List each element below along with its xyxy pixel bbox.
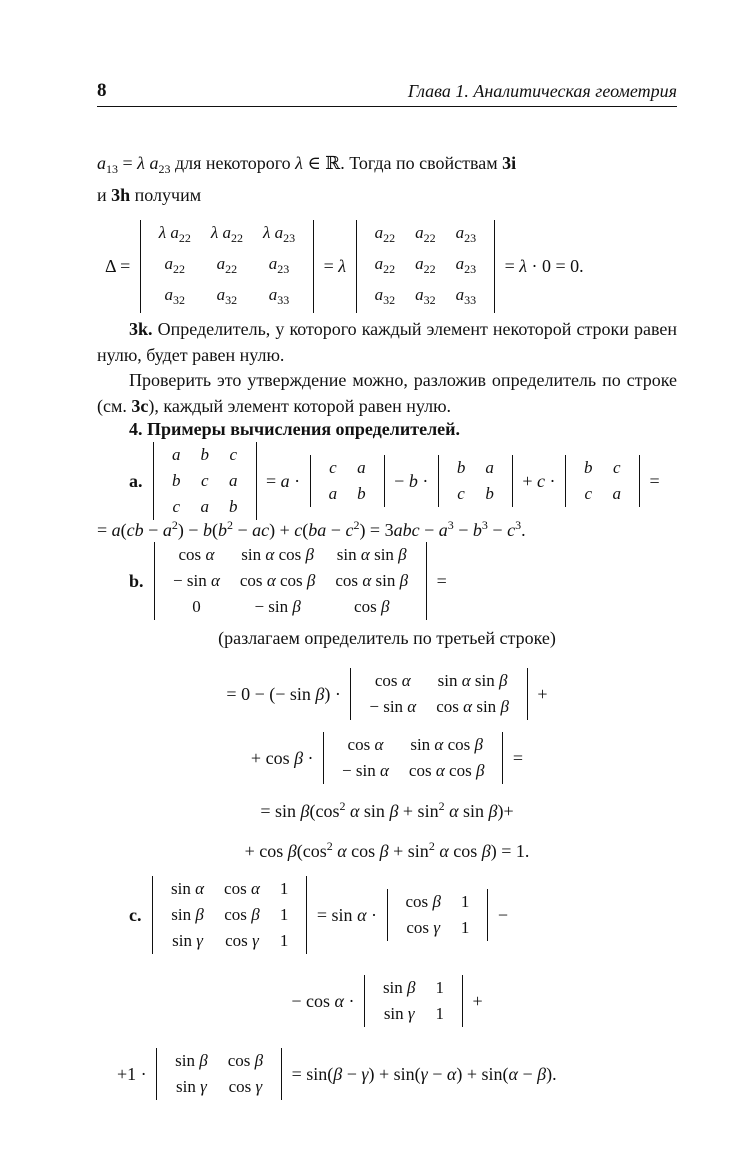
example-b-step4: + $\cos \beta(\cos^2$ α $\cos \beta + \sin^2 \alpha$ cos β) = 1.	[244, 839, 530, 861]
ref-3h: 3h	[111, 185, 131, 205]
determinant-equal-rows: $a_{22}$ $a_{22}$ $a_{23}$ $a_{22}$ $a_{22}$ $a_{23}$ $a_{32}$ $a_{32}$ $a_{33}$	[356, 220, 496, 313]
example-b-step2: + cos β · cos α sin α cos β − sin α cos α cos β =	[97, 732, 677, 784]
example-b: b. cos α sin α cos β sin α sin β − sin α cos α cos β cos α sin β 0 − sin β cos β =	[129, 542, 452, 620]
page-number: 8	[97, 80, 107, 101]
det-c-minor1: cos β 1 cos γ 1	[387, 889, 489, 941]
example-c-label: c.	[129, 904, 142, 925]
det-b-3x3: cos α sin α cos β sin α sin β − sin α cos α cos β cos α sin β 0 − sin β cos β	[154, 542, 427, 620]
delta-equation: Δ = λ $a_{22}$ λ $a_{22}$ λ $a_{23}$ $a_{22}$ $a_{22}$ $a_{23}$ $a_{32}$ $a_{32}$ $a_{33}$ = λ $a_{22}$ $a_{22}$ $a_{23}$ $a_{22}$ $a_{22}$ $a_{23}$ $a_{32}$ $a_{32}$ $a_{33}$ = λ · 0 = 0.	[100, 220, 589, 313]
determinant-lambda-row: λ $a_{22}$ λ $a_{22}$ λ $a_{23}$ $a_{22}$ $a_{22}$ $a_{23}$ $a_{32}$ $a_{32}$ $a_{33}$	[140, 220, 314, 313]
verify-text-before: Проверить это утверждение можно, разложив определитель по строке (см.	[97, 370, 677, 416]
det-a-3x3: a b c b c a c a b	[153, 442, 257, 520]
det-b-minor2: cos α sin α cos β − sin α cos α cos β	[323, 732, 503, 784]
example-b-note: (разлагаем определитель по третьей строке)	[218, 628, 556, 648]
header-rule	[97, 106, 677, 107]
intro-part1: для некоторого	[174, 153, 291, 173]
det-a-minor3: b c c a	[565, 455, 640, 507]
det-b-minor1: cos α sin α sin β − sin α cos α sin β	[350, 668, 528, 720]
example-b-label: b.	[129, 570, 144, 591]
verify-text-after: ), каждый элемент которой равен нулю.	[148, 396, 452, 416]
example-a-result: = $a(cb - a^2) - b(b^2 - ac) + c(ba - c^2) = 3abc - a^3 - b^3 - c^3$.	[97, 518, 526, 540]
example-b-step1: = 0 − (− sin β) · cos α sin α sin β − sin α cos α sin β +	[97, 668, 677, 720]
chapter-title: Глава 1. Аналитическая геометрия	[407, 81, 677, 101]
verify-paragraph	[97, 367, 677, 419]
det-a-minor2: b a c b	[438, 455, 513, 507]
example-c-step1: − cos α · sin β 1 sin γ 1 +	[97, 975, 677, 1027]
det-c-minor2: sin β 1 sin γ 1	[364, 975, 463, 1027]
property-3k	[97, 316, 677, 368]
intro-and: и	[97, 185, 107, 205]
example-b-step3: = $\sin \beta(\cos^2$ α $\sin \beta + \sin^2 \alpha$ sin β)+	[260, 799, 514, 821]
property-3k-text: Определитель, у которого каждый элемент некоторой строки равен нулю, будет равен нулю.	[97, 319, 678, 365]
section-4-title: 4. Примеры вычисления определителей.	[129, 419, 461, 439]
intro-paragraph: $a_{13} = \lambda$ $a_{23}$ для некоторого λ ∈ ℝ. Тогда по свойствам 3i и 3h получим	[97, 153, 517, 205]
example-a: a. a b c b c a c a b = a · c a a b − b · b a c b + c · b c c a =	[129, 442, 665, 520]
example-c: c. sin α cos α 1 sin β cos β 1 sin γ cos γ 1 = sin α · cos β 1 cos γ 1 −	[129, 876, 513, 954]
intro-part3: получим	[134, 185, 202, 205]
det-c-minor3: sin β cos β sin γ cos γ	[156, 1048, 282, 1100]
ref-3i: 3i	[502, 153, 517, 173]
example-c-step2: +1 · sin β cos β sin γ cos γ = sin(β − γ) + sin(γ − α) + sin(α − β).	[112, 1048, 562, 1100]
example-a-label: a.	[129, 470, 143, 491]
ref-3c: 3c	[131, 396, 149, 416]
det-c-3x3: sin α cos α 1 sin β cos β 1 sin γ cos γ 1	[152, 876, 307, 954]
intro-part2: Тогда по свойствам	[349, 153, 498, 173]
property-3k-label: 3k.	[129, 319, 153, 339]
det-a-minor1: c a a b	[310, 455, 385, 507]
